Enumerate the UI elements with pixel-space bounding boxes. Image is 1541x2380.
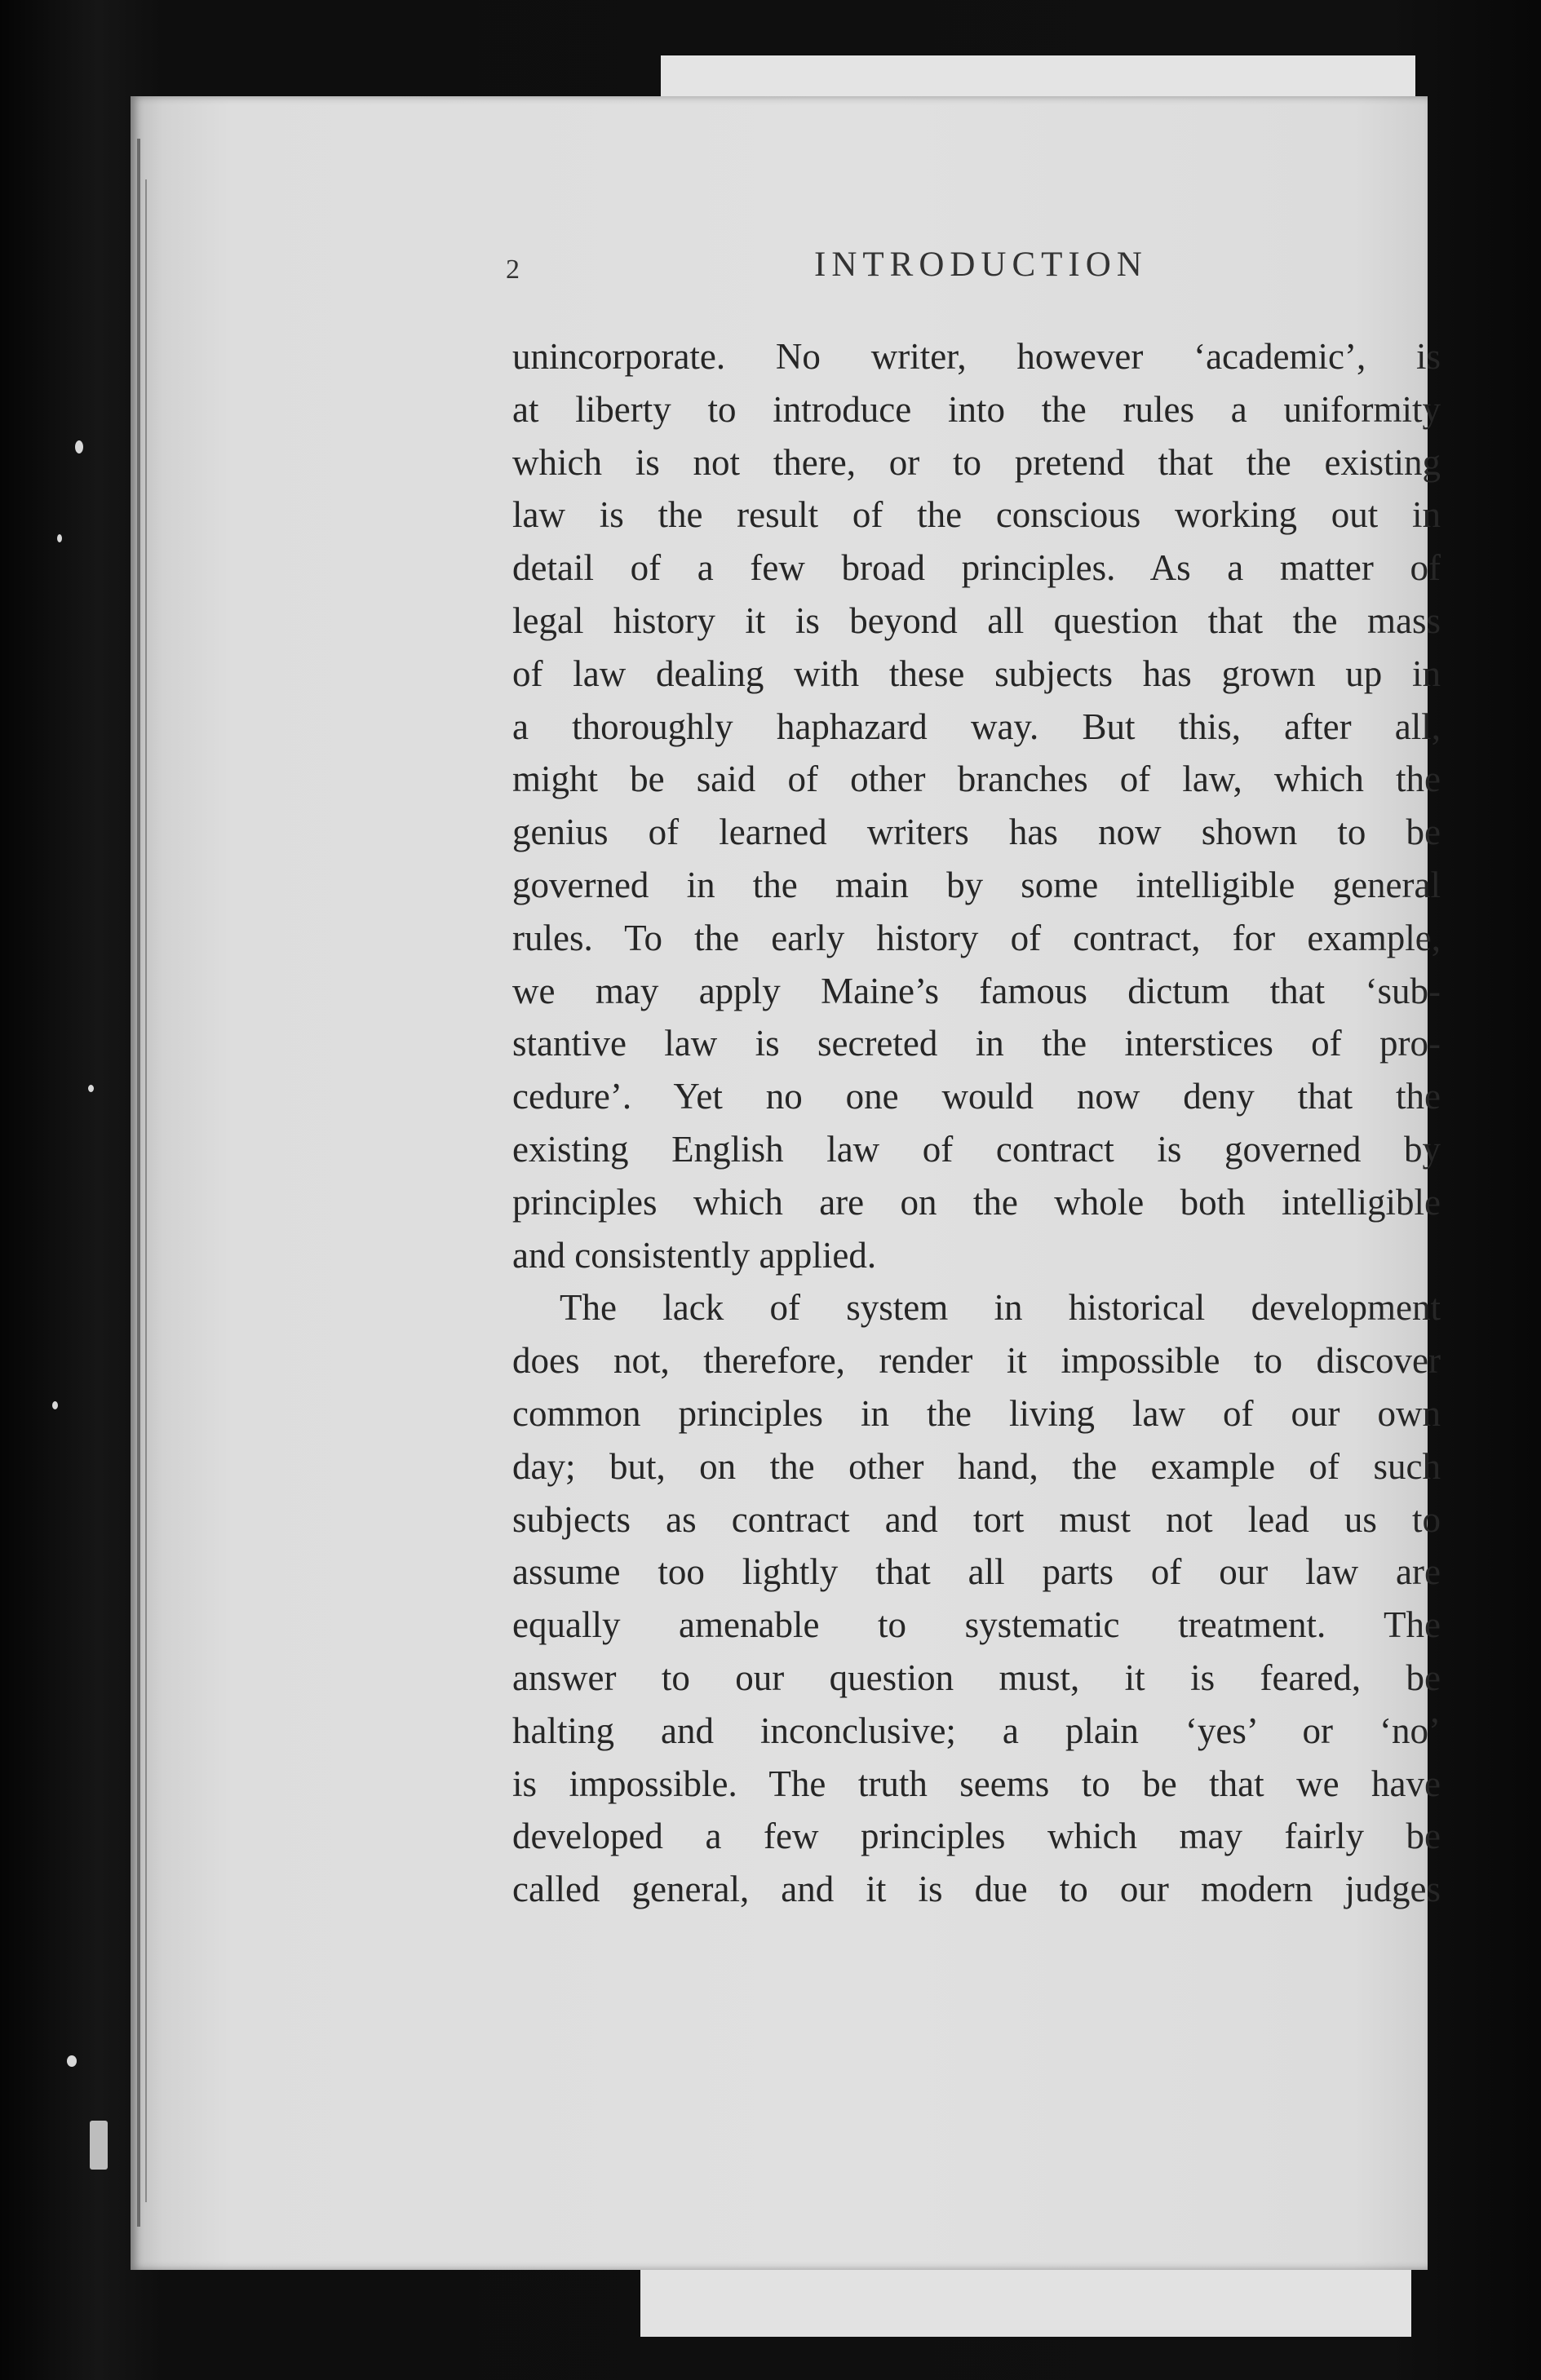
text-line: day; but, on the other hand, the example of such [512,1445,1441,1487]
page-number: 2 [506,254,520,285]
text-line: common principles in the living law of our own [512,1392,1441,1434]
page-gutter-line [145,179,147,2202]
text-line: law is the result of the conscious working out in [512,494,1441,536]
text-line: stantive law is secreted in the interstices of pro- [512,1023,1441,1064]
text-line: might be said of other branches of law, which the [512,759,1441,800]
film-speck [67,2055,77,2067]
body-text [512,330,1441,1916]
text-line: and consistently applied. [512,1234,877,1276]
text-line: existing English law of contract is governed by [512,1128,1441,1170]
page-gutter-line [137,139,140,2227]
film-speck [90,2121,108,2170]
text-line: detail of a few broad principles. As a matter of [512,547,1441,589]
text-line: legal history it is beyond all question that the mass [512,599,1441,641]
text-line: cedure’. Yet no one would now deny that the [512,1076,1441,1117]
text-line: developed a few principles which may fairly be [512,1816,1441,1857]
text-line: is impossible. The truth seems to be that we have [512,1763,1441,1804]
film-speck [52,1401,58,1409]
text-line: governed in the main by some intelligible general [512,864,1441,905]
text-line: genius of learned writers has now shown to be [512,812,1441,853]
text-line: we may apply Maine’s famous dictum that ‘sub- [512,970,1441,1011]
text-line: called general, and it is due to our modern judges [512,1869,1441,1910]
text-line: which is not there, or to pretend that the existing [512,441,1441,483]
text-line: of law dealing with these subjects has grown up in [512,653,1441,694]
text-line: subjects as contract and tort must not lead us to [512,1498,1441,1540]
text-line: halting and inconclusive; a plain ‘yes’ or ‘no’ [512,1710,1441,1751]
text-line: unincorporate. No writer, however ‘academic’, is [512,336,1441,377]
running-title: INTRODUCTION [814,246,1148,284]
text-line: rules. To the early history of contract, for example, [512,917,1441,958]
text-line: a thoroughly haphazard way. But this, after all, [512,706,1441,747]
text-line: assume too lightly that all parts of our law are [512,1551,1441,1593]
text-line: principles which are on the whole both intelligible [512,1181,1441,1223]
running-head [506,245,1444,294]
film-speck [57,534,62,542]
film-speck [75,440,83,453]
text-line: does not, therefore, render it impossible to discover [512,1340,1441,1382]
text-line: answer to our question must, it is feared, be [512,1657,1441,1698]
text-line: The lack of system in historical development [560,1287,1441,1329]
film-speck [88,1085,94,1092]
text-line: equally amenable to systematic treatment. The [512,1604,1441,1646]
text-line: at liberty to introduce into the rules a uniformity [512,388,1441,430]
